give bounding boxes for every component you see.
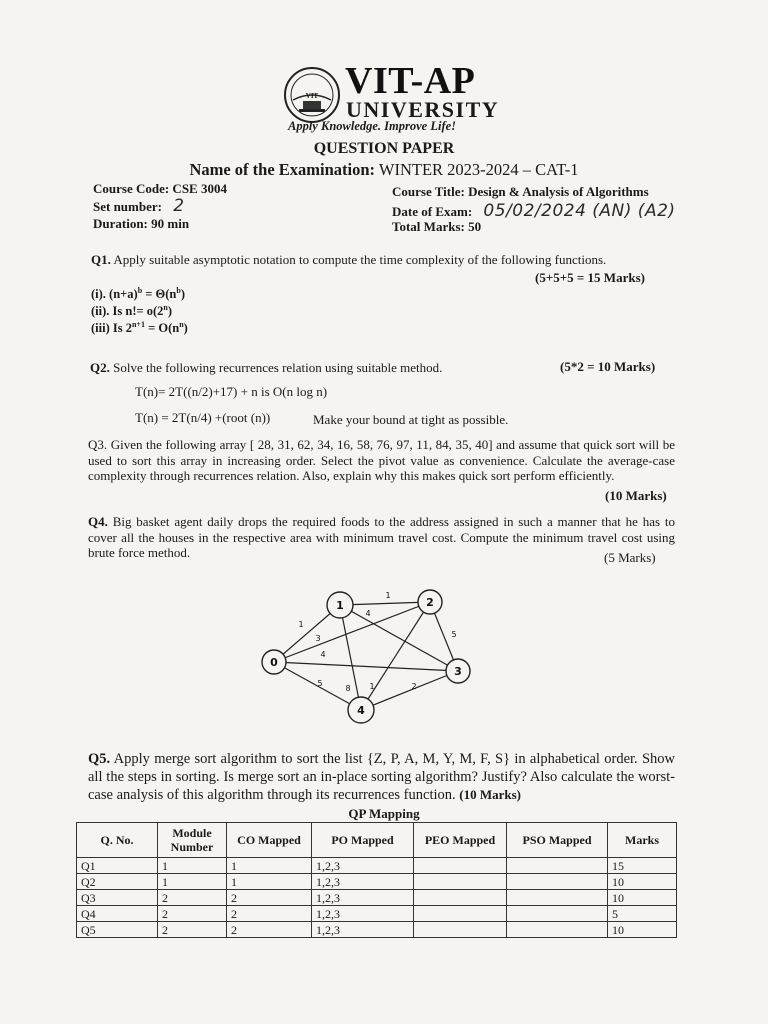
graph-edges: [274, 602, 458, 710]
weight-0-1: 1: [298, 620, 304, 629]
cell-marks: 5: [608, 906, 677, 922]
node-1-label: 1: [336, 599, 344, 612]
course-meta-left: [93, 180, 227, 233]
header-q-no: Q. No.: [77, 823, 158, 858]
edge-0-3: [274, 662, 458, 671]
question-5-number: Q5.: [88, 751, 111, 767]
header-peo-mapped: PEO Mapped: [414, 823, 507, 858]
question-2-note: Make your bound at tight as possible.: [313, 412, 509, 427]
edge-1-4: [340, 605, 361, 710]
qp-mapping-table: [76, 822, 677, 938]
table-row: [77, 922, 677, 938]
edge-2-4: [361, 602, 430, 710]
date-value: 05/02/2024 (AN) (A2): [483, 200, 676, 221]
table-row: [77, 858, 677, 874]
university-logo: [283, 62, 513, 137]
cell-pso: [507, 890, 608, 906]
cell-co: 2: [227, 906, 312, 922]
cell-pso: [507, 922, 608, 938]
cell-module: 2: [158, 906, 227, 922]
date-of-exam-row: [392, 200, 676, 221]
question-5-text: Apply merge sort algorithm to sort the list {Z, P, A, M, Y, M, F, S} in alphabetical order. Show all the steps in sorting. Is merge sort an in-place sorting algorithm? Justify? Also calculate the worst-case analysis of this algorithm through its recurrences function.: [88, 751, 675, 803]
set-number-label: Set number:: [93, 198, 162, 214]
cell-pso: [507, 906, 608, 922]
question-2-text: Solve the following recurrences relation using suitable method.: [113, 360, 443, 375]
cell-module: 2: [158, 890, 227, 906]
question-1-item-2: (ii). Is $n!= o(2^n)$: [91, 302, 173, 318]
question-4-number: Q4.: [88, 514, 108, 529]
course-title: Course Title: Design & Analysis of Algorithms: [392, 184, 649, 199]
question-4-text: Big basket agent daily drops the required foods to the address assigned in such a manner that he has to cover all the houses in the respective area with minimum travel cost. Compute the minimum travel cost using brute force method.: [88, 514, 675, 560]
exam-name-line: [0, 160, 768, 180]
weight-1-2: 1: [385, 591, 391, 600]
question-1-item-3: (iii) Is $2^{n+1} = O(n^n)$: [91, 319, 188, 335]
exam-label: Name of the Examination:: [189, 160, 376, 179]
seal-text: VIT: [305, 92, 319, 100]
header-module-number: Module Number: [158, 823, 227, 858]
weight-0-3: 4: [320, 650, 326, 659]
table-row: [77, 890, 677, 906]
cell-pso: [507, 858, 608, 874]
cell-co: 2: [227, 922, 312, 938]
question-1-number: Q1.: [91, 252, 111, 267]
total-marks: Total Marks: 50: [392, 219, 482, 234]
weight-2-3: 5: [451, 630, 457, 639]
header-pso-mapped: PSO Mapped: [507, 823, 608, 858]
course-code: Course Code: CSE 3004: [93, 181, 227, 196]
cell-po: 1,2,3: [312, 890, 414, 906]
brand-subtitle: UNIVERSITY: [346, 97, 500, 122]
course-meta-right: [392, 183, 676, 236]
cell-module: 2: [158, 922, 227, 938]
cell-q-no: Q3: [77, 890, 158, 906]
weight-0-2: 4: [365, 609, 371, 618]
question-4-marks: (5 Marks): [604, 550, 656, 565]
cell-module: 1: [158, 858, 227, 874]
cell-peo: [414, 906, 507, 922]
question-2-equation-1: T(n)= 2T((n/2)+17) + n is O(n log n): [135, 384, 328, 399]
exam-name: WINTER 2023-2024 – CAT-1: [378, 160, 579, 179]
cell-marks: 10: [608, 890, 677, 906]
cell-q-no: Q4: [77, 906, 158, 922]
set-number-value: 2: [173, 195, 185, 216]
cell-module: 1: [158, 874, 227, 890]
question-3: Q3. Given the following array [ 28, 31, 62, 34, 16, 58, 76, 97, 11, 84, 35, 40] and assume that quick sort will be used to sort this array in increasing order. Select the pivot value as convenience. Calculate the average-case complexity through recurrences relation. Also, explain why this makes quick sort perform efficiently.: [88, 437, 675, 483]
weight-0-4: 5: [317, 679, 323, 688]
cell-co: 1: [227, 874, 312, 890]
cell-pso: [507, 874, 608, 890]
tsp-graph: [250, 585, 480, 725]
cell-peo: [414, 922, 507, 938]
question-1-text: Apply suitable asymptotic notation to compute the time complexity of the following functions.: [113, 252, 607, 267]
tagline: Apply Knowledge. Improve Life!: [288, 119, 457, 133]
cell-po: 1,2,3: [312, 922, 414, 938]
weight-3-4: 2: [411, 682, 417, 691]
cell-q-no: Q5: [77, 922, 158, 938]
paper-title: QUESTION PAPER: [313, 140, 455, 157]
cell-co: 1: [227, 858, 312, 874]
header-co-mapped: CO Mapped: [227, 823, 312, 858]
header-po-mapped: PO Mapped: [312, 823, 414, 858]
cell-q-no: Q1: [77, 858, 158, 874]
table-header-row: [77, 823, 677, 858]
cell-po: 1,2,3: [312, 906, 414, 922]
cell-peo: [414, 890, 507, 906]
brand-name: VIT-AP: [345, 60, 476, 102]
edge-1-3: [340, 605, 458, 671]
cell-q-no: Q2: [77, 874, 158, 890]
qp-mapping-title: QP Mapping: [348, 806, 420, 821]
question-2: [90, 359, 442, 376]
node-0-label: 0: [270, 656, 278, 669]
cell-po: 1,2,3: [312, 874, 414, 890]
table-row: [77, 874, 677, 890]
table-row: [77, 906, 677, 922]
set-number-row: [93, 195, 227, 216]
weight-1-4: 8: [345, 684, 351, 693]
question-5-marks: (10 Marks): [459, 787, 522, 802]
question-2-number: Q2.: [90, 360, 110, 375]
question-2-marks: (5*2 = 10 Marks): [560, 359, 656, 374]
weight-2-4: 1: [369, 682, 375, 691]
question-4: [88, 514, 675, 561]
question-1: [91, 251, 671, 268]
cell-marks: 15: [608, 858, 677, 874]
node-2-label: 2: [426, 596, 434, 609]
cell-po: 1,2,3: [312, 858, 414, 874]
question-3-marks: (10 Marks): [605, 488, 667, 503]
question-2-equation-2: T(n) = 2T(n/4) +(root (n)): [135, 410, 271, 425]
cell-marks: 10: [608, 874, 677, 890]
university-seal-icon: [283, 66, 341, 124]
question-1-item-1: (i). $(n+a)^b = \Theta(n^b)$: [91, 285, 185, 301]
header-marks: Marks: [608, 823, 677, 858]
cell-peo: [414, 874, 507, 890]
edge-3-4: [361, 671, 458, 710]
question-5: [88, 750, 675, 804]
question-1-marks: (5+5+5 = 15 Marks): [535, 270, 645, 285]
node-4-label: 4: [357, 704, 365, 717]
cell-co: 2: [227, 890, 312, 906]
node-3-label: 3: [454, 665, 462, 678]
cell-peo: [414, 858, 507, 874]
cell-marks: 10: [608, 922, 677, 938]
weight-0-2b: 3: [315, 634, 321, 643]
duration: Duration: 90 min: [93, 216, 190, 231]
date-label: Date of Exam:: [392, 203, 473, 219]
